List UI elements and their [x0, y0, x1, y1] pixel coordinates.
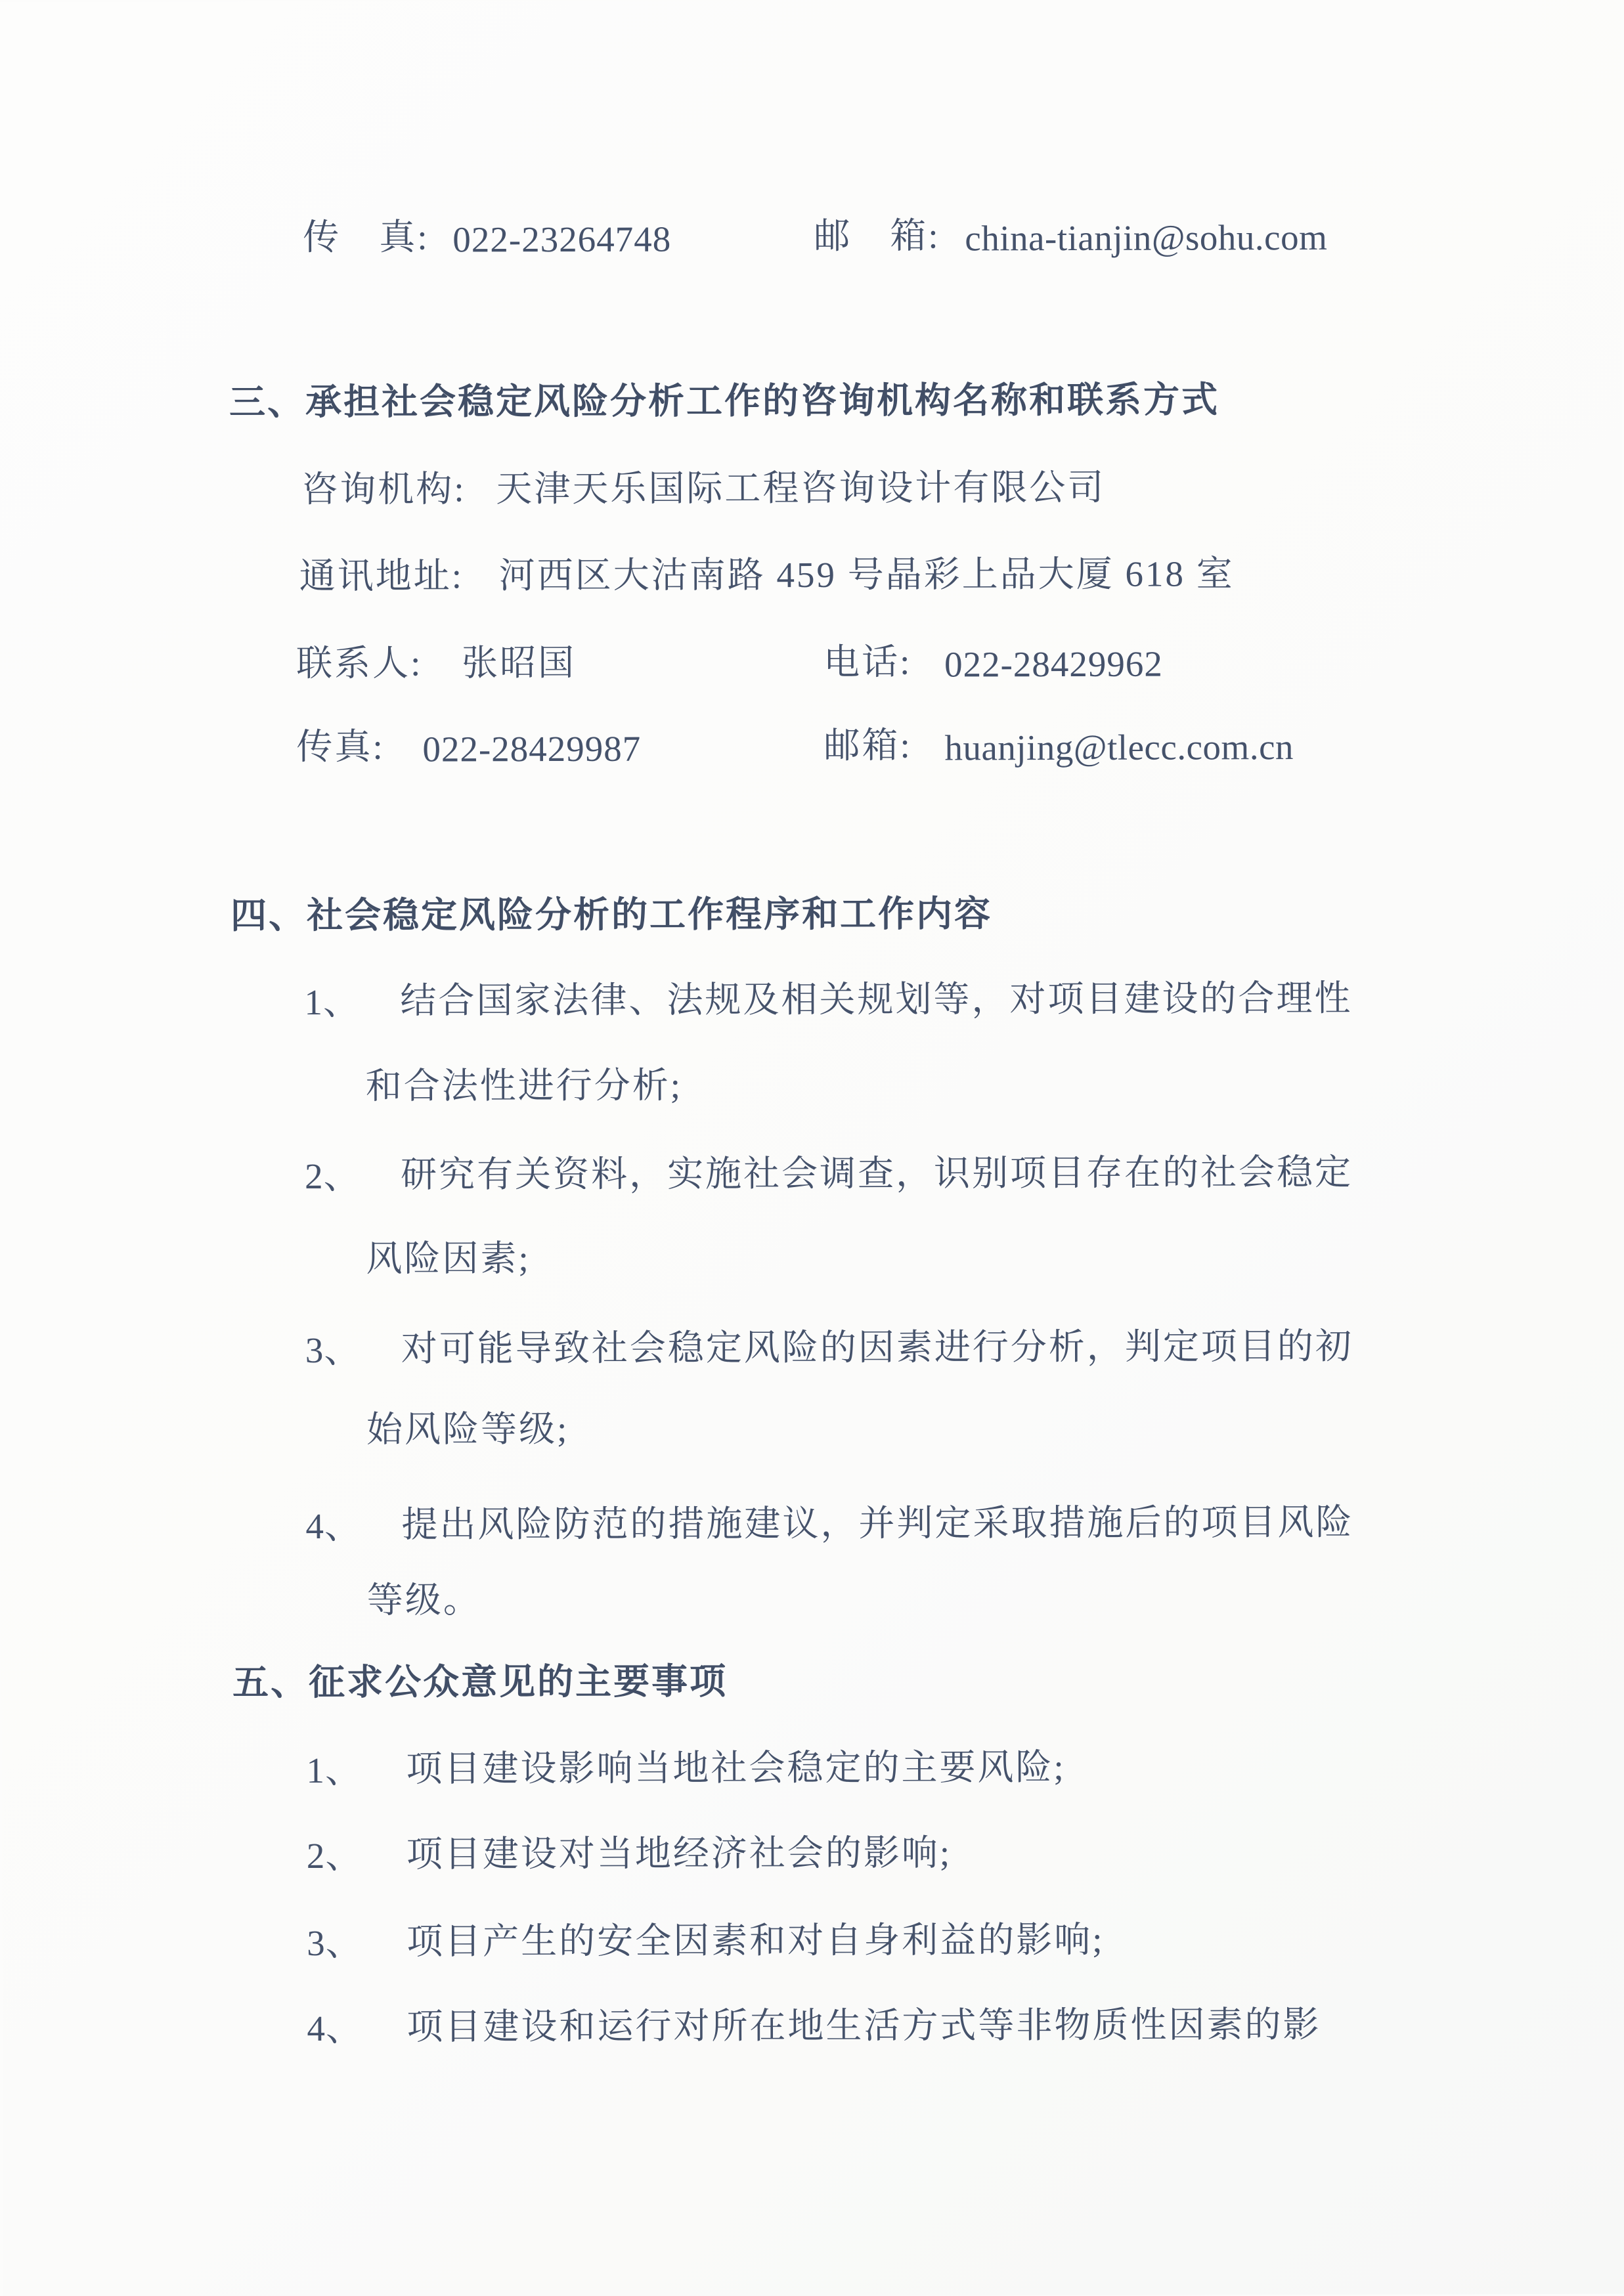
- list-item-number: 2、: [305, 1156, 361, 1197]
- fax-value: 022-23264748: [452, 219, 672, 260]
- list-item-text: 项目建设和运行对所在地生活方式等非物质性因素的影: [406, 2004, 1321, 2047]
- section4-heading: 四、社会稳定风险分析的工作程序和工作内容: [230, 894, 993, 936]
- list-item-text: 项目产生的安全因素和对自身利益的影响;: [406, 1919, 1105, 1962]
- email-label: 邮 箱:: [814, 215, 940, 256]
- list-item-text: 和合法性进行分析;: [365, 1065, 683, 1106]
- list-item-text: 研究有关资料，实施社会调查，识别项目存在的社会稳定: [401, 1152, 1353, 1195]
- list-item-text: 项目建设对当地经济社会的影响;: [406, 1832, 952, 1874]
- list-item-text: 提出风险防范的措施建议，并判定采取措施后的项目风险: [401, 1502, 1354, 1545]
- email-value: china-tianjin@sohu.com: [965, 217, 1328, 259]
- fax2-label: 传真:: [296, 726, 385, 768]
- list-item-text: 结合国家法律、法规及相关规划等，对项目建设的合理性: [400, 978, 1353, 1021]
- address-value: 河西区大沽南路 459 号晶彩上品大厦 618 室: [498, 553, 1235, 596]
- address-label: 通讯地址:: [299, 555, 464, 597]
- phone-label: 电话:: [823, 641, 912, 682]
- fax2-value: 022-28429987: [422, 728, 642, 769]
- list-item-number: 4、: [305, 1505, 362, 1547]
- list-item-number: 2、: [306, 1835, 362, 1876]
- contact-person-value: 张昭国: [461, 642, 577, 683]
- list-item-text: 始风险等级;: [366, 1408, 569, 1450]
- list-item-number: 3、: [305, 1330, 361, 1371]
- phone-value: 022-28429962: [944, 643, 1163, 685]
- section5-heading: 五、征求公众意见的主要事项: [232, 1661, 728, 1703]
- list-item-number: 1、: [304, 982, 361, 1023]
- list-item-text: 对可能导致社会稳定风险的因素进行分析，判定项目的初: [401, 1326, 1353, 1369]
- list-item-number: 3、: [307, 1922, 362, 1964]
- list-item-number: 1、: [306, 1750, 362, 1791]
- list-item-number: 4、: [307, 2008, 363, 2049]
- list-item-text: 项目建设影响当地社会稳定的主要风险;: [406, 1746, 1066, 1789]
- list-item-text: 风险因素;: [366, 1238, 531, 1279]
- org-value: 天津天乐国际工程咨询设计有限公司: [496, 467, 1106, 509]
- fax-label: 传 真:: [303, 217, 429, 258]
- contact-person-label: 联系人:: [296, 643, 423, 684]
- section3-heading: 三、承担社会稳定风险分析工作的咨询机构名称和联系方式: [229, 379, 1220, 423]
- email2-value: huanjing@tlecc.com.cn: [944, 727, 1294, 768]
- org-label: 咨询机构:: [301, 469, 466, 510]
- list-item-text: 等级。: [366, 1580, 481, 1620]
- email2-label: 邮箱:: [823, 725, 912, 766]
